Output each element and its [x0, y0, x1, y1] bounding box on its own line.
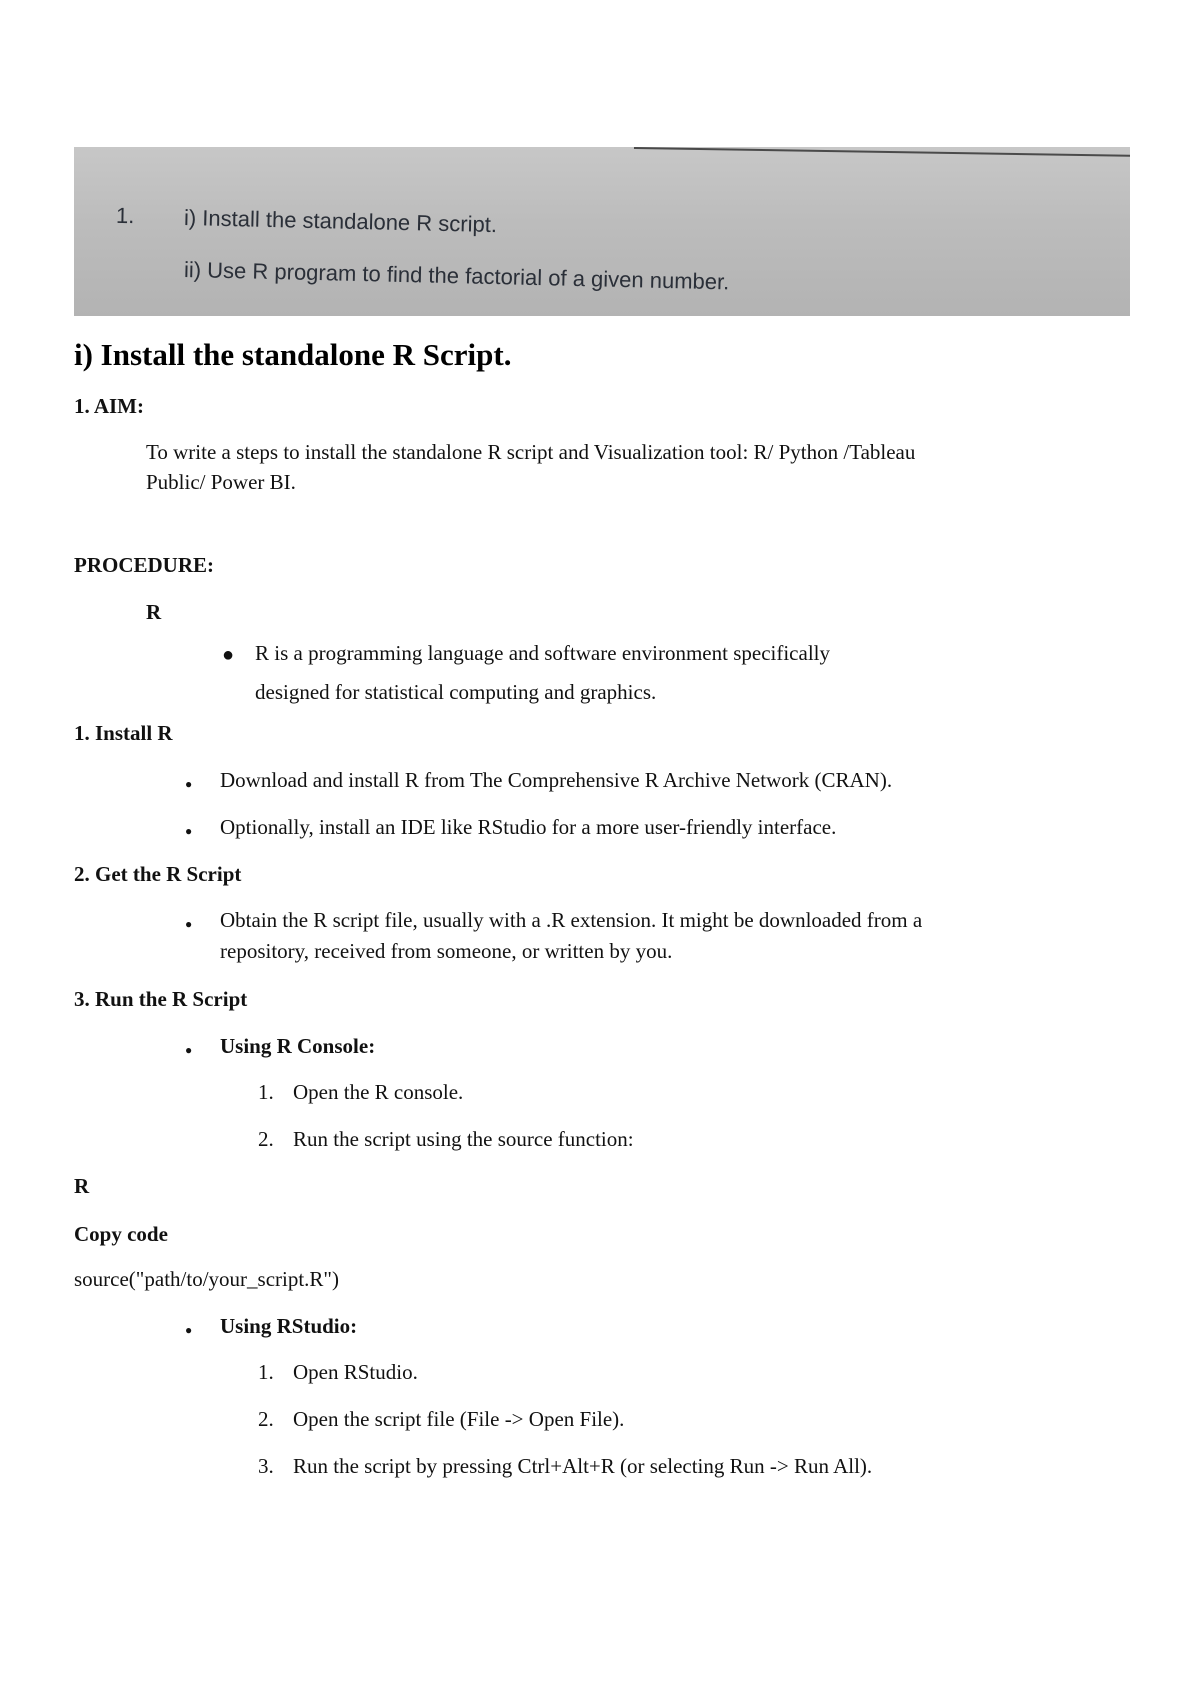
- using-r-console-label: Using R Console:: [220, 1034, 376, 1058]
- rstudio-step-text: Open the script file (File -> Open File).: [293, 1407, 625, 1431]
- aim-label: 1. AIM:: [74, 394, 144, 418]
- aim-text-line-2: Public/ Power BI.: [146, 470, 296, 494]
- code-language-label: R: [74, 1174, 90, 1198]
- photo-question-part-1: i) Install the standalone R script.: [183, 205, 498, 238]
- bullet-icon: ●: [185, 824, 193, 838]
- get-script-text-line-1: Obtain the R script file, usually with a .R extension. It might be downloaded from a: [220, 908, 923, 932]
- photo-question-part-2: ii) Use R program to find the factorial of a given number.: [183, 257, 730, 295]
- bullet-icon: ●: [185, 917, 193, 931]
- procedure-label: PROCEDURE:: [74, 553, 214, 577]
- r-description-line-1: R is a programming language and software environment specifically: [255, 641, 830, 665]
- step-number: 1.: [258, 1080, 274, 1104]
- photo-rule-line: [634, 147, 1130, 157]
- step-number: 1.: [258, 1360, 274, 1384]
- install-r-item: Optionally, install an IDE like RStudio for a more user-friendly interface.: [220, 815, 837, 839]
- bullet-icon: ●: [185, 1323, 193, 1337]
- console-step-text: Run the script using the source function:: [293, 1127, 634, 1151]
- step-number: 2.: [258, 1407, 274, 1431]
- procedure-r-label: R: [146, 600, 162, 624]
- rstudio-step-text: Run the script by pressing Ctrl+Alt+R (or selecting Run -> Run All).: [293, 1454, 873, 1478]
- step-number: 2.: [258, 1127, 274, 1151]
- get-script-heading: 2. Get the R Script: [74, 862, 242, 886]
- r-description-line-2: designed for statistical computing and graphics.: [255, 680, 657, 704]
- step-number: 3.: [258, 1454, 274, 1478]
- install-r-heading: 1. Install R: [74, 721, 173, 745]
- bullet-icon: ●: [185, 1043, 193, 1057]
- rstudio-step-text: Open RStudio.: [293, 1360, 418, 1384]
- bullet-icon: ●: [222, 644, 235, 666]
- using-rstudio-label: Using RStudio:: [220, 1314, 358, 1338]
- photo-question-number: 1.: [115, 202, 135, 229]
- question-photo: [74, 147, 1130, 316]
- console-step-text: Open the R console.: [293, 1080, 464, 1104]
- aim-text-line-1: To write a steps to install the standalone R script and Visualization tool: R/ Python /Tableau: [146, 440, 916, 464]
- get-script-text-line-2: repository, received from someone, or written by you.: [220, 939, 673, 963]
- copy-code-label[interactable]: Copy code: [74, 1222, 168, 1246]
- page-title: i) Install the standalone R Script.: [74, 337, 512, 372]
- run-script-heading: 3. Run the R Script: [74, 987, 248, 1011]
- code-snippet: source("path/to/your_script.R"): [74, 1267, 340, 1291]
- bullet-icon: ●: [185, 777, 193, 791]
- install-r-item: Download and install R from The Comprehensive R Archive Network (CRAN).: [220, 768, 893, 792]
